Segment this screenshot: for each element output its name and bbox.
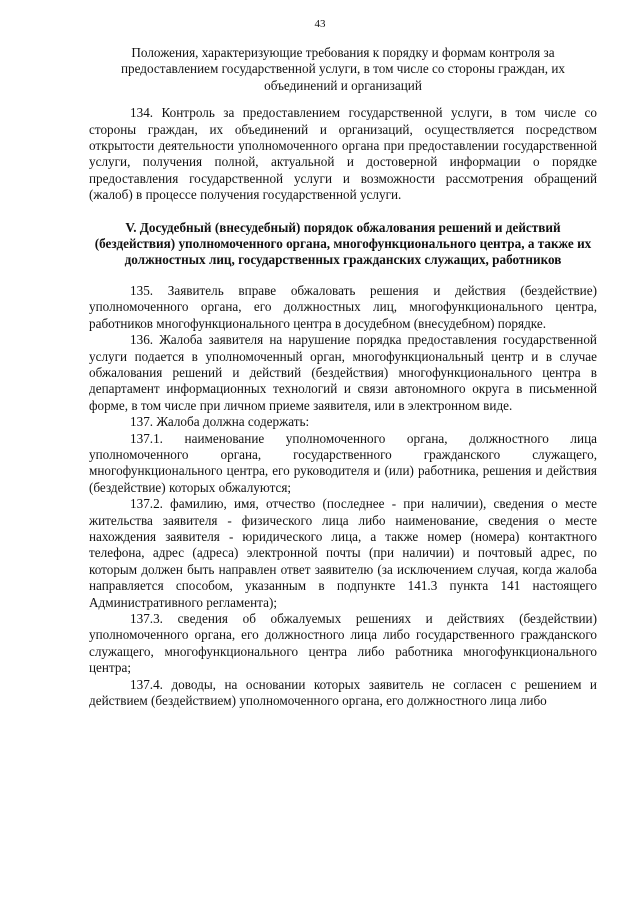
document-body	[89, 45, 597, 709]
paragraph-137-3: 137.3. сведения об обжалуемых решениях и действиях (бездействии) уполномоченного органа, его должностного лица либо государственного гражданского служащего, многофункционального центра либо работника многофункционального центра;	[89, 611, 597, 676]
paragraph-134: 134. Контроль за предоставлением государственной услуги, в том числе со стороны граждан, их объединений и организаций, осуществляется посредством открытости деятельности уполномоченного органа при предоставлении государственной услуги, получения полной, актуальной и достоверной информации о порядке предоставления государственной услуги и возможности рассмотрения обращений (жалоб) в процессе получения государственной услуги.	[89, 105, 597, 203]
paragraph-137-2: 137.2. фамилию, имя, отчество (последнее - при наличии), сведения о месте жительства заявителя - физического лица либо наименование, сведения о месте нахождения заявителя - юридического лица, а также номер (номера) контактного телефона, адрес (адреса) электронной почты (при наличии) и почтовый адрес, по которым должен быть направлен ответ заявителю (за исключением случая, когда жалоба направляется способом, указанным в подпункте 141.3 пункта 141 настоящего Административного регламента);	[89, 496, 597, 610]
paragraph-137-1: 137.1. наименование уполномоченного органа, должностного лица уполномоченного органа, государственного гражданского служащего, многофункционального центра, его руководителя и (или) работника, решения и действия (бездействие) которых обжалуются;	[89, 430, 597, 495]
page-number: 43	[314, 18, 326, 30]
paragraph-136: 136. Жалоба заявителя на нарушение порядка предоставления государственной услуги подается в уполномоченный орган, многофункциональный центр и в случае обжалования решений и действий (бездействия) многофункционального центра в департамент информационных технологий и связи автономного округа в письменной форме, в том числе при личном приеме заявителя, или в электронном виде.	[89, 332, 597, 413]
section-heading-appeal: V. Досудебный (внесудебный) порядок обжалования решений и действий (бездействия) уполномоченного органа, многофункционального центра, а также их должностных лиц, государственных гражданских служащих, работников	[94, 219, 592, 268]
section-heading-control: Положения, характеризующие требования к порядку и формам контроля за предоставлением государственной услуги, в том числе со стороны граждан, их объединений и организаций	[120, 45, 566, 93]
paragraph-137-4: 137.4. доводы, на основании которых заявитель не согласен с решением и действием (бездействием) уполномоченного органа, его должностного лица либо	[89, 676, 597, 709]
paragraph-135: 135. Заявитель вправе обжаловать решения и действия (бездействие) уполномоченного органа, его должностных лиц, многофункционального центра, работников многофункционального центра в досудебном (внесудебном) порядке.	[89, 282, 597, 331]
paragraph-137: 137. Жалоба должна содержать:	[130, 414, 310, 430]
